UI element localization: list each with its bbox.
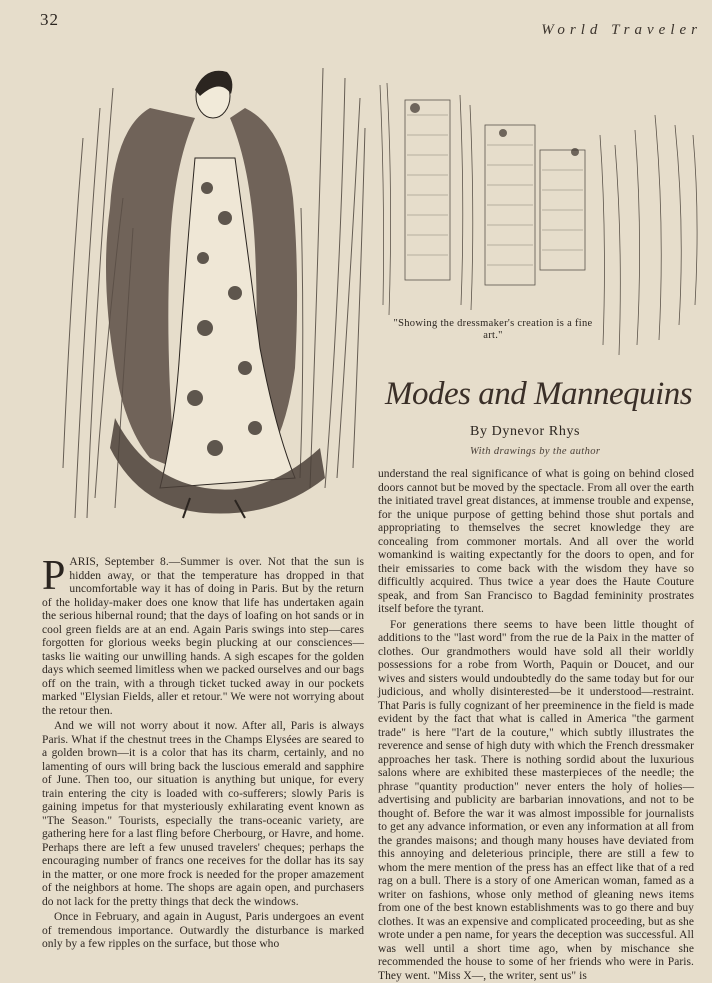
article-title: Modes and Mannequins <box>385 376 705 413</box>
running-head: World Traveler <box>541 22 702 39</box>
paragraph: Once in February, and again in August, Paris undergoes an event of tremendous importance. Outwardly the disturbance is marked only by a few ripples on the surface, but those who <box>42 911 364 952</box>
drop-cap: P <box>42 559 65 593</box>
paragraph: understand the real significance of what is going on behind closed doors cannot but be moved by the spectacle. From all over the earth the initiated travel great distances, at immense trouble and expense, for the unique purpose of getting behind those shut portals and appropriating to themselves the secret knowledge they are concealing from commoner mortals. And all over the world womankind is waiting expectantly for the doors to open, and for their emissaries to come back with the wisdom they have so difficultly acquired. Thus twice a year does the Haute Couture speak, and from San Francisco to Bagdad femininity prostrates itself before the tyrant. <box>378 468 694 617</box>
paragraph: For generations there seems to have been little thought of additions to the "last word" from the rue de la Paix in the matter of clothes. Our grandmothers would have sold all their worldly possessions for a robe from Worth, Paquin or Doucet, and our wives and sisters would undoubtedly do the same today but for our judicious, and wholly disinterested—be it understood—restraint. That Paris is fully cognizant of her preeminence in the field is made evident by the fact that what is called in America "the garment trade" is here "l'art de la couture," which subtly illustrates the reverence and sense of high duty with which the French dressmaker approaches her task. There is nothing sordid about the luxurious salons where are exhibited these masterpieces of the needle; the phrase "quantity production" never enters the holy of holies—advertising and publicity are barbarian innovations, and not to be thought of. Before the war it was almost impossible for journalists to get any advance information, or even any information at all from the grandes maisons; and though many houses have deviated from this annoying and deleterious principle, there are still a few to whom the mere mention of the press has an effect like that of a red rag on a bull. There is a story of one American woman, famed as a writer on fashions, whose only method of gleaning news items from one of the best known establishments was to go there and buy clothes. It was an expensive and complicated proceeding, but as she wrote under a pen name, for years the deception was successful. All was well until a short time ago, when by mischance she recommended the house to some of her friends who were in Paris. They went. "Miss X—, the writer, sent us" is <box>378 619 694 983</box>
illustration-caption: "Showing the dressmaker's creation is a fine art." <box>388 318 598 342</box>
paragraph: PARIS, September 8.—Summer is over. Not that the sun is hidden away, or that the temperature has dropped in that uncomfortable way it has of doing in Paris. But by the return of the holiday-maker does one know that life has undertaken again the serious hibernal round; that the days of loafing on hot sands or in cool green fields are at an end. Again Paris swings into step—cares forgotten for glorious weeks begin plucking at our consciences—tasks lie waiting our unwilling hands. A sigh escapes for the golden days which seemed limitless when we packed ourselves and our bags off on the train, with a through ticket tucked away in our pockets marked "Elysian Fields, aller et retour." We were not worrying about the retour then. <box>42 556 364 718</box>
illustration-woman-in-gown <box>55 48 370 548</box>
page-number: 32 <box>40 10 59 30</box>
article-byline: By Dynevor Rhys <box>470 424 580 440</box>
article-column-left <box>42 556 364 961</box>
article-column-right <box>378 468 694 963</box>
drawings-credit: With drawings by the author <box>470 446 600 457</box>
paragraph: And we will not worry about it now. After all, Paris is always Paris. What if the chestnut trees in the Champs Elysées are seared to a golden brown—it is a color that has its charm, certainly, and no lamenting of ours will bring back the luscious emerald and sapphire of June. Then too, our situation is anything but unique, for every train entering the city is loaded with co-sufferers; slowly Paris is gaining impetus for that mysteriously exhilarating event known as "The Season." Tourists, especially the trans-oceanic variety, are gathering here for a last fling before Cherbourg, or Havre, and home. Perhaps there are left a few unused travelers' cheques; perhaps the encouraging number of francs one receives for the dollar has its say in the matter, or one more frock is needed for the proper amazement of the neighbors at home. The shops are again open, and purchasers do not lack for the pretty things that deck the windows. <box>42 720 364 909</box>
